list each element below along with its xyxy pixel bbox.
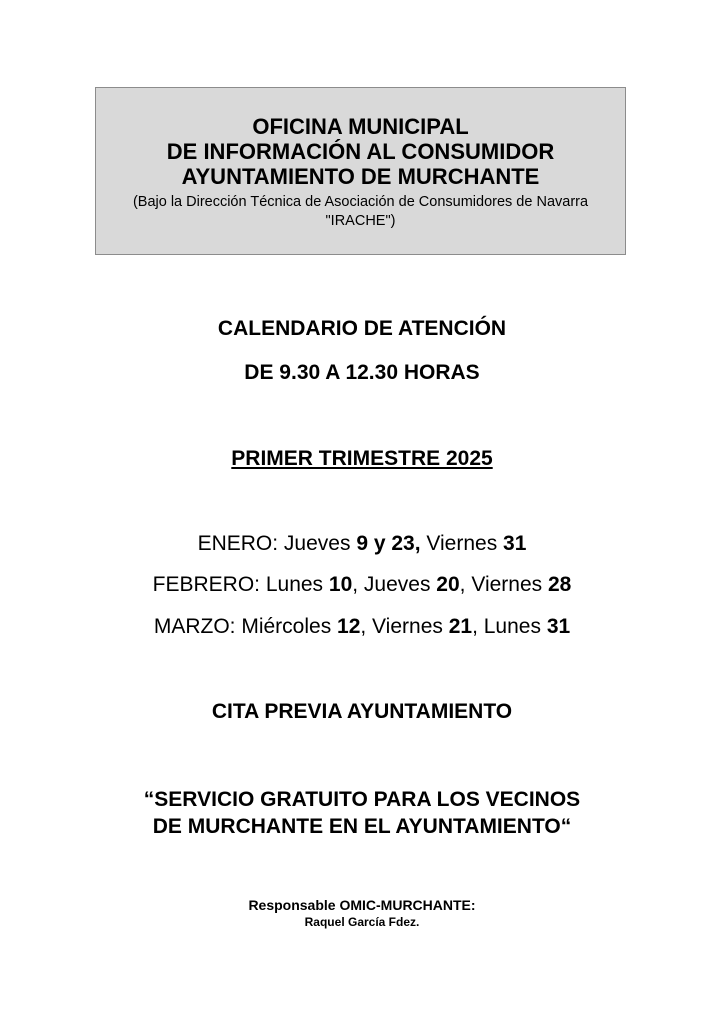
day-numbers: 31 [503,532,527,555]
month-name-marzo: MARZO: [153,615,236,638]
day-label: Miércoles [235,615,338,638]
office-title-line-1: OFICINA MUNICIPAL [252,114,469,139]
day-label: , Viernes [459,573,548,596]
schedule-title: CALENDARIO DE ATENCIÓN [217,317,507,340]
schedule-hours: DE 9.30 A 12.30 HORAS [244,361,480,384]
month-name-enero: ENERO: [197,532,279,555]
day-label: Lunes [260,573,329,596]
month-name-febrero: FEBRERO: [152,573,260,596]
office-title-line-2: DE INFORMACIÓN AL CONSUMIDOR [166,139,555,164]
day-numbers: 31 [546,615,571,638]
schedule-period [0,446,724,472]
day-label: Viernes [420,532,504,555]
schedule-period-text: PRIMER TRIMESTRE 2025 [231,447,493,470]
month-line-enero [0,531,724,557]
day-numbers: 28 [547,573,572,596]
day-label: , Viernes [360,615,449,638]
day-label: , Jueves [352,573,437,596]
appointment-notice: CITA PREVIA AYUNTAMIENTO [211,700,513,723]
header-box [95,87,626,255]
month-line-febrero [0,572,724,598]
office-title-line-3: AYUNTAMIENTO DE MURCHANTE [181,164,540,189]
day-label: , Lunes [472,615,547,638]
day-numbers: 9 y 23, [356,532,421,555]
month-line-marzo [0,614,724,640]
service-notice [0,786,724,840]
day-numbers: 20 [436,573,460,596]
day-label: Jueves [278,532,357,555]
responsible-name: Raquel García Fdez. [304,915,420,929]
service-line-1: “SERVICIO GRATUITO PARA LOS VECINOS [143,788,581,811]
responsible-label: Responsable OMIC-MURCHANTE: [248,897,476,913]
day-numbers: 10 [328,573,353,596]
responsible-block [0,896,724,930]
day-numbers: 21 [448,615,473,638]
office-subtitle: (Bajo la Dirección Técnica de Asociación de Consumidores de Navarra "IRACHE") [132,194,589,229]
day-numbers: 12 [337,615,361,638]
service-line-2: DE MURCHANTE EN EL AYUNTAMIENTO“ [152,815,572,838]
